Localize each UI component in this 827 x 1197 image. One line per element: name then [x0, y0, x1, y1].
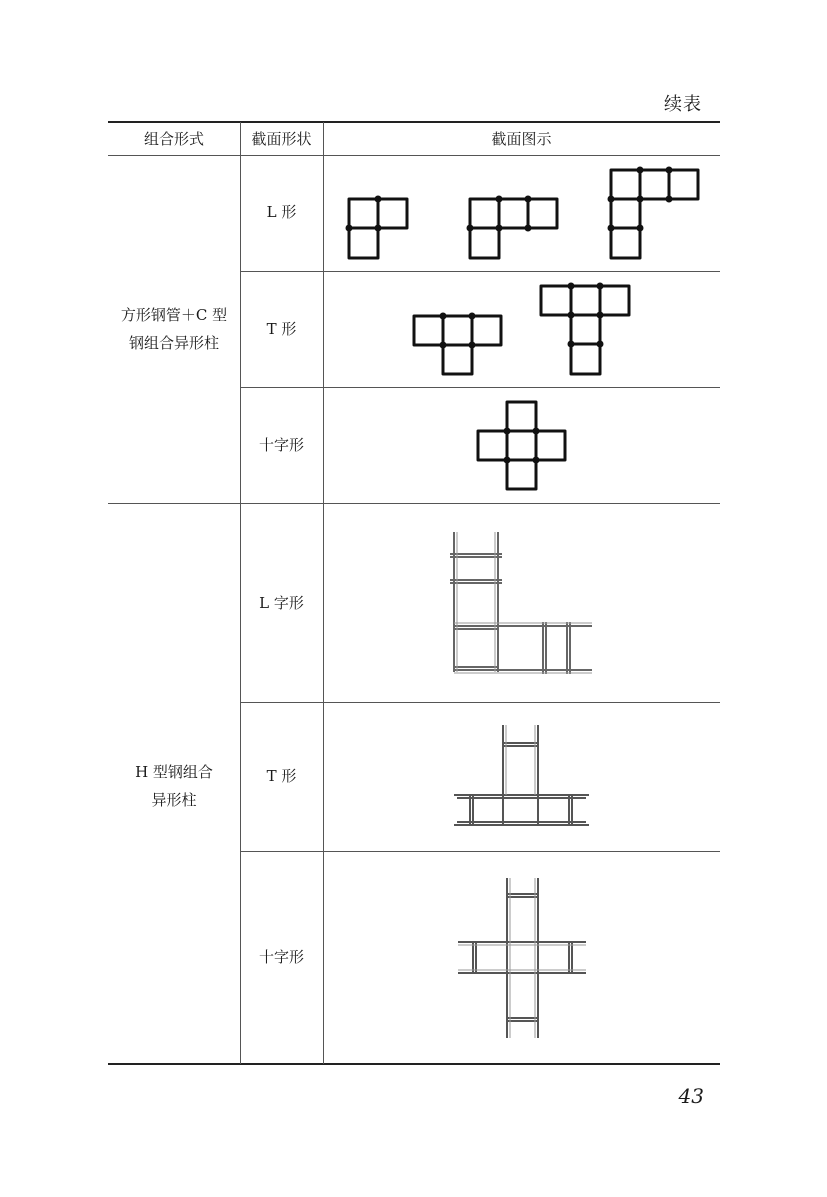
page-number: 43 — [678, 1084, 704, 1108]
group-form-line: 异形柱 — [151, 791, 197, 809]
group-form-line: H 型钢组合 — [135, 763, 213, 781]
group-form-line: 方形钢管＋C 型 — [120, 306, 228, 324]
shape-label: T 形 — [266, 320, 297, 338]
header-col-shape: 截面形状 — [251, 130, 312, 148]
group-form-label — [108, 301, 240, 357]
section-diagram-cross-shape-tube — [324, 388, 720, 503]
header-col-figure: 截面图示 — [491, 130, 552, 148]
table-top-rule — [108, 121, 720, 123]
shape-label: 十字形 — [258, 948, 304, 966]
continued-label: 续表 — [664, 94, 702, 115]
section-diagram-t-shape-tube — [324, 272, 720, 387]
shape-label: L 形 — [266, 203, 297, 221]
shape-label: 十字形 — [258, 436, 304, 454]
section-diagram-cross-shape-h-steel — [324, 852, 720, 1063]
group-form-label — [108, 758, 240, 814]
shape-label: L 字形 — [259, 594, 304, 612]
section-diagram-l-shape-tube — [324, 156, 720, 271]
header-col-form: 组合形式 — [143, 130, 204, 148]
shape-label: T 形 — [266, 767, 297, 785]
group-form-line: 钢组合异形柱 — [128, 334, 219, 352]
table-bottom-rule — [108, 1063, 720, 1065]
section-diagram-t-shape-h-steel — [324, 703, 720, 851]
section-diagram-l-shape-h-steel — [324, 504, 720, 702]
